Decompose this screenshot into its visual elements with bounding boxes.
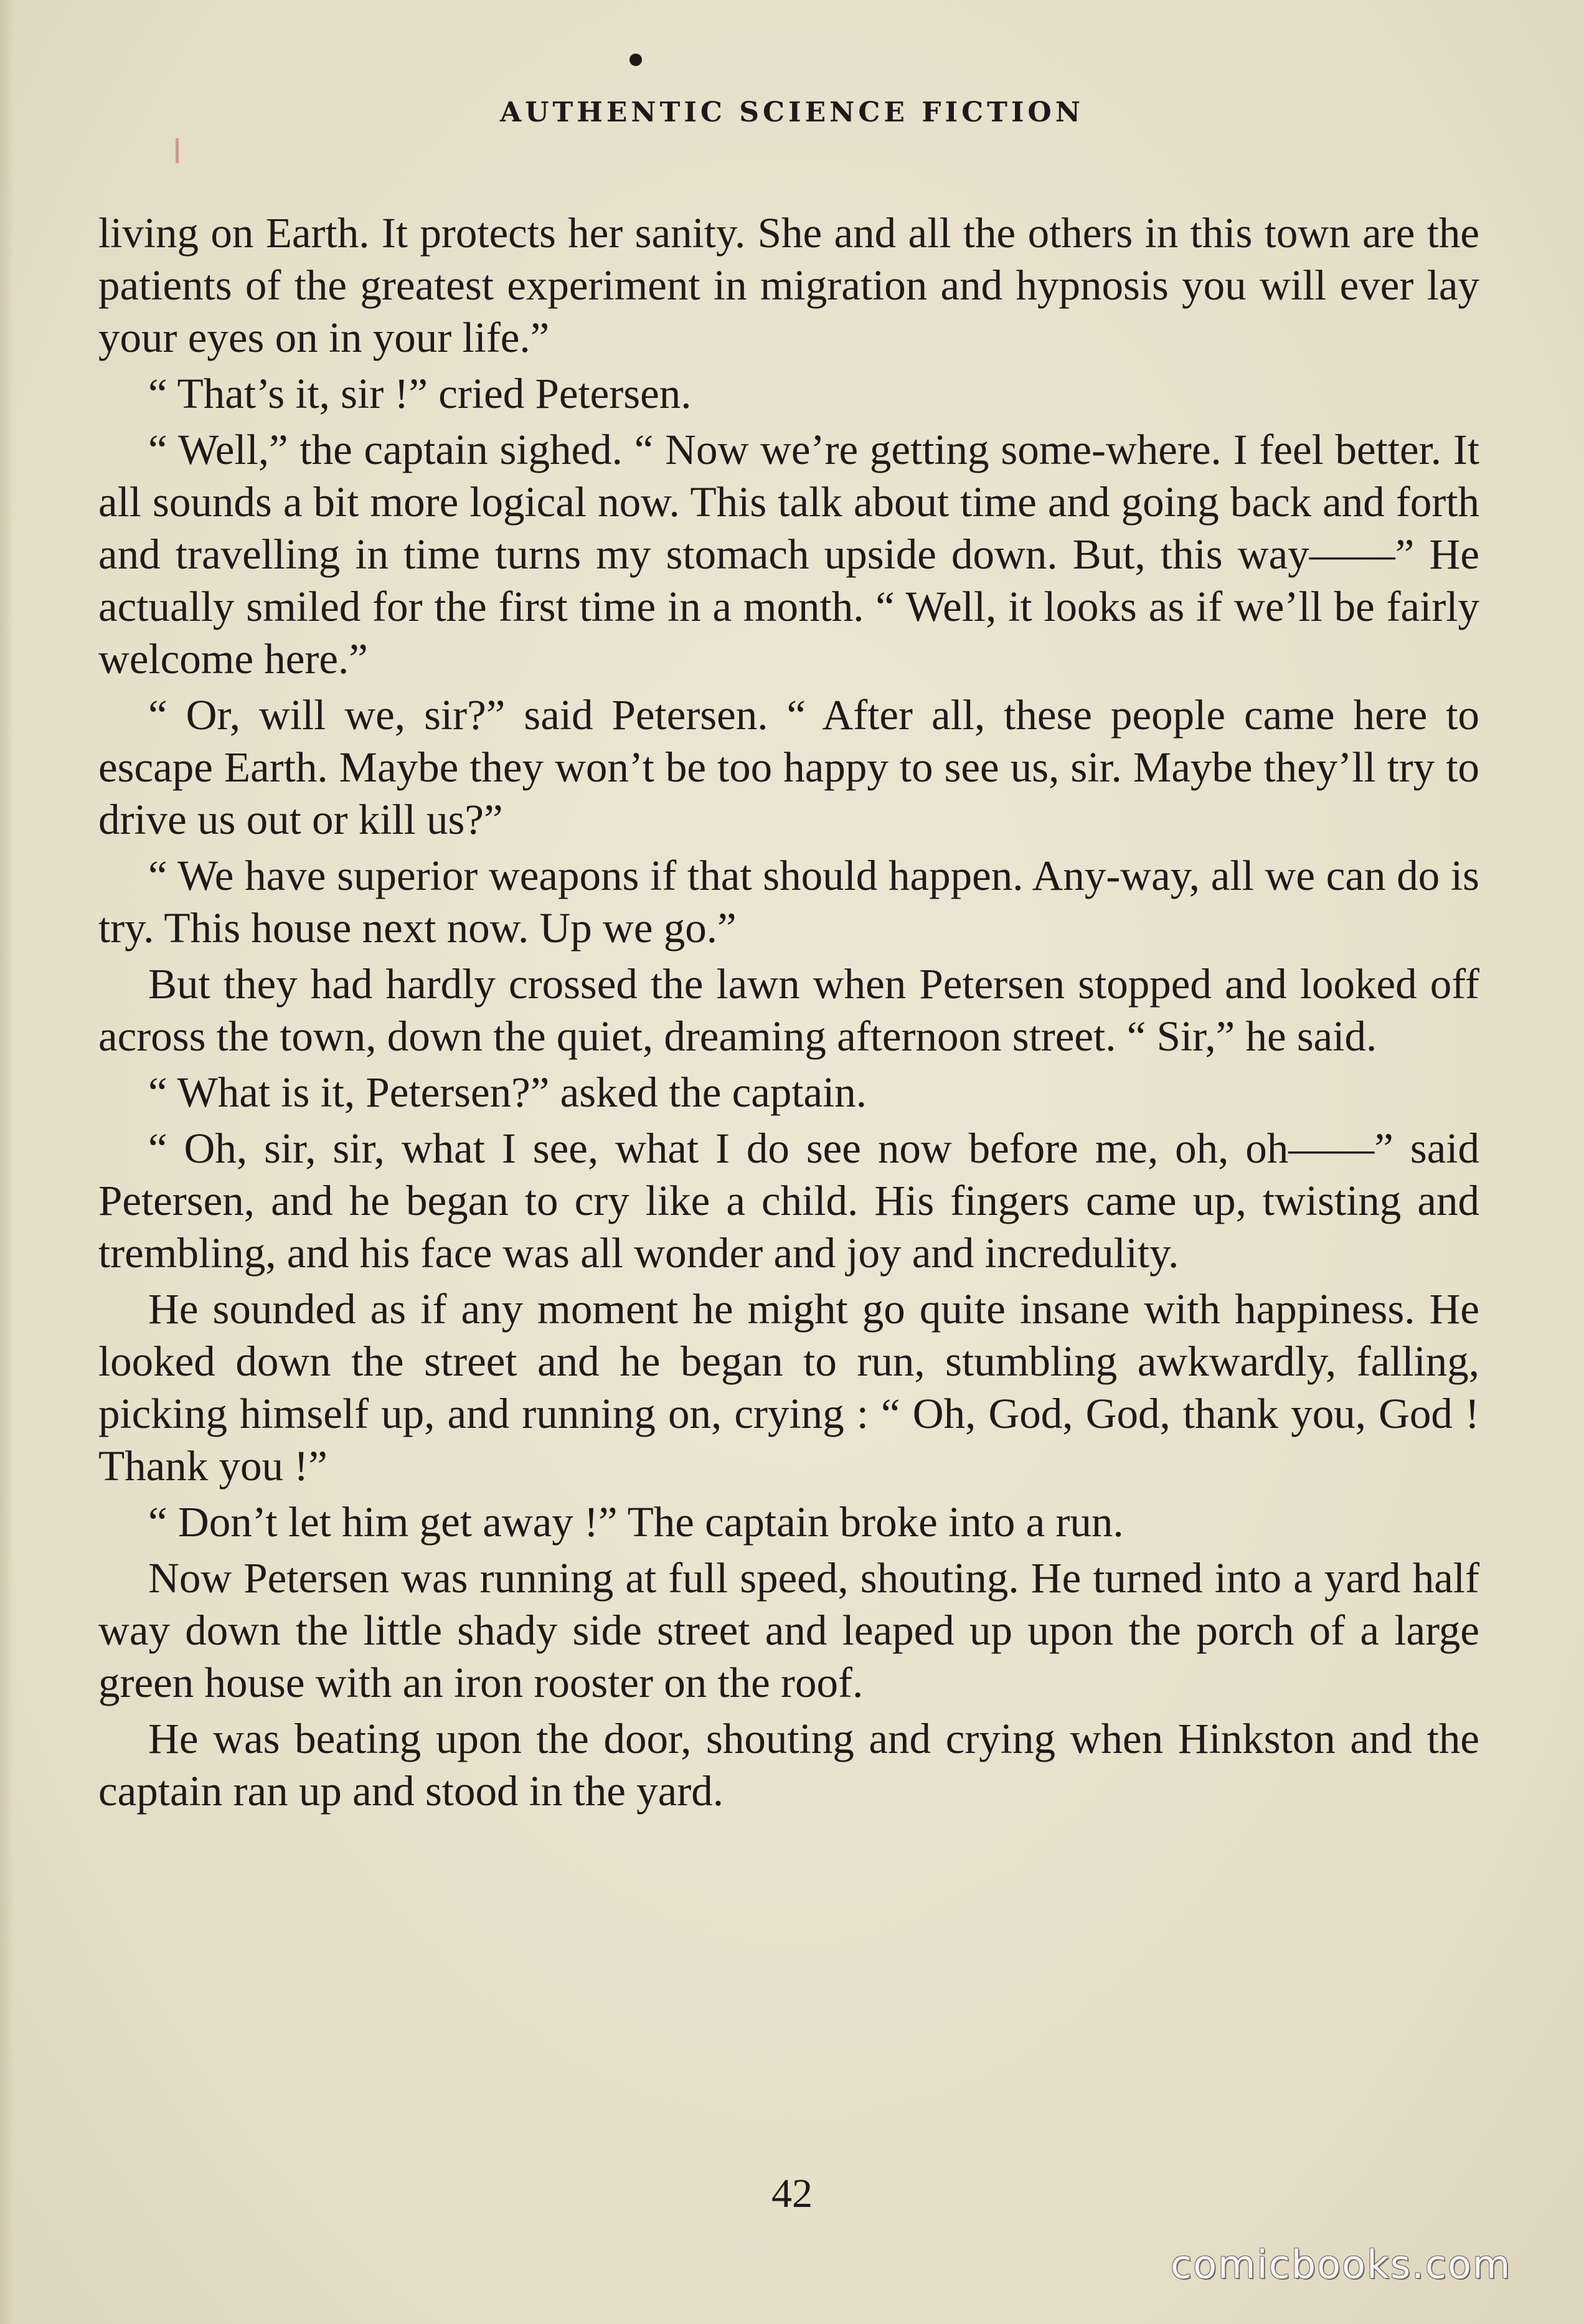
paragraph: He was beating upon the door, shouting and crying when Hinkston and the captain ran up and stood in the yard. — [98, 1715, 1479, 1815]
watermark-text: comicbooks.com — [1171, 2242, 1512, 2287]
paragraph: “ That’s it, sir !” cried Petersen. — [148, 370, 692, 417]
paragraph: “ Well,” the captain sighed. “ Now we’re getting some-where. I feel better. It all sounds a bit more logical now. This talk about time and going back and forth and travelling in time turns my stomach upside down. But, this way——” He actually smiled for the first time in a month. “ Well, it looks as if we’ll be fairly welcome here.” — [98, 426, 1479, 683]
running-title: AUTHENTIC SCIENCE FICTION — [500, 97, 1084, 128]
paragraph: “ What is it, Petersen?” asked the captain. — [148, 1069, 867, 1116]
page-number: 42 — [771, 2171, 813, 2216]
red-ink-mark — [176, 138, 179, 163]
paragraph: “ Don’t let him get away !” The captain broke into a run. — [148, 1498, 1124, 1546]
paragraph: “ We have superior weapons if that should happen. Any-way, all we can do is try. This house next now. Up we go.” — [98, 852, 1479, 952]
ink-dot — [629, 54, 642, 66]
paragraph: living on Earth. It protects her sanity. She and all the others in this town are the patients of the greatest experiment in migration and hypnosis you will ever lay your eyes on in your life.” — [98, 209, 1479, 361]
paragraph: He sounded as if any moment he might go quite insane with happiness. He looked down the street and he began to run, stumbling awkwardly, falling, picking himself up, and running on, crying : “ Oh, God, God, thank you, God ! Thank you !” — [98, 1285, 1479, 1490]
paragraph: Now Petersen was running at full speed, shouting. He turned into a yard half way down the little shady side street and leaped up upon the porch of a large green house with an iron rooster on the roof. — [98, 1554, 1479, 1706]
body-text — [98, 207, 1479, 1821]
page-edge-shadow — [0, 0, 14, 2324]
paragraph: “ Or, will we, sir?” said Petersen. “ After all, these people came here to escape Earth. Maybe they won’t be too happy to see us, sir. Maybe they’ll try to drive us out or kill us?” — [98, 691, 1479, 843]
paragraph: “ Oh, sir, sir, what I see, what I do see now before me, oh, oh——” said Petersen, and he began to cry like a child. His fingers came up, twisting and trembling, and his face was all wonder and joy and incredulity. — [98, 1125, 1479, 1277]
paragraph: But they had hardly crossed the lawn when Petersen stopped and looked off across the town, down the quiet, dreaming afternoon street. “ Sir,” he said. — [98, 960, 1479, 1060]
